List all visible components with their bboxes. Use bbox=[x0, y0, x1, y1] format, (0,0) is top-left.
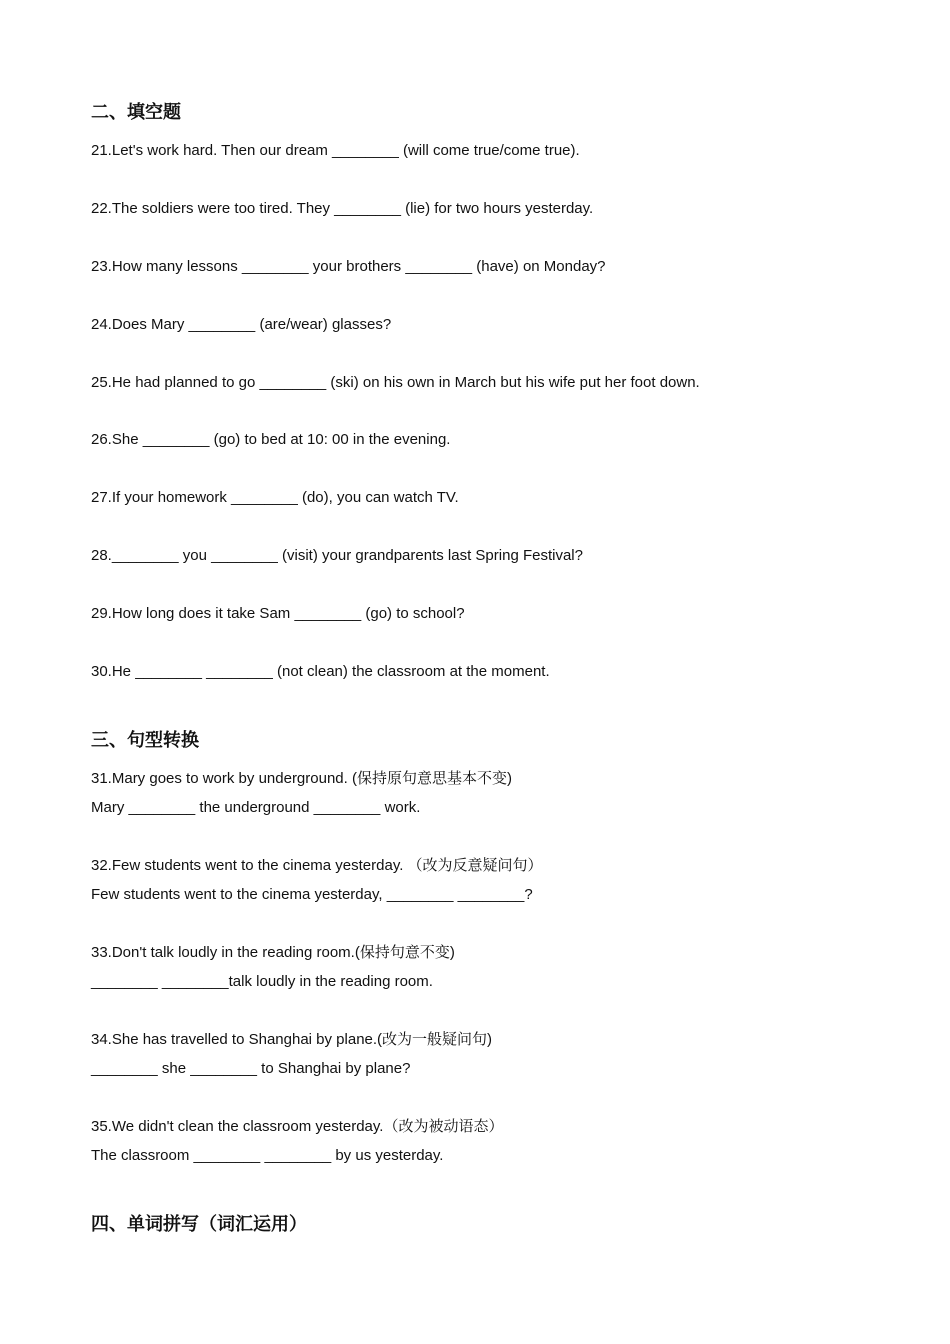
question-32-answer: Few students went to the cinema yesterday, ________ ________? bbox=[91, 886, 533, 903]
question-26: 26.She ________ (go) to bed at 10: 00 in the evening. bbox=[91, 431, 451, 448]
question-33-answer: ________ ________talk loudly in the reading room. bbox=[91, 973, 433, 990]
question-31-prompt: 31.Mary goes to work by underground. (保持原句意思基本不变) bbox=[91, 770, 512, 787]
section-title-transform: 三、句型转换 bbox=[91, 730, 199, 751]
question-24: 24.Does Mary ________ (are/wear) glasses? bbox=[91, 316, 392, 333]
question-25: 25.He had planned to go ________ (ski) on his own in March but his wife put her foot down. bbox=[91, 374, 700, 391]
question-29: 29.How long does it take Sam ________ (go) to school? bbox=[91, 605, 465, 622]
question-27: 27.If your homework ________ (do), you can watch TV. bbox=[91, 489, 459, 506]
question-33-prompt: 33.Don't talk loudly in the reading room.(保持句意不变) bbox=[91, 944, 455, 961]
section-title-fill-blank: 二、填空题 bbox=[91, 102, 181, 123]
question-28: 28.________ you ________ (visit) your grandparents last Spring Festival? bbox=[91, 547, 583, 564]
question-35-prompt: 35.We didn't clean the classroom yesterday.（改为被动语态） bbox=[91, 1118, 504, 1135]
question-22: 22.The soldiers were too tired. They ________ (lie) for two hours yesterday. bbox=[91, 200, 594, 217]
question-32-prompt: 32.Few students went to the cinema yesterday. （改为反意疑问句） bbox=[91, 857, 543, 874]
question-31-answer: Mary ________ the underground ________ work. bbox=[91, 799, 421, 816]
section-title-spelling: 四、单词拼写（词汇运用） bbox=[91, 1214, 307, 1235]
question-23: 23.How many lessons ________ your brothers ________ (have) on Monday? bbox=[91, 258, 606, 275]
question-34-answer: ________ she ________ to Shanghai by plane? bbox=[91, 1060, 411, 1077]
question-34-prompt: 34.She has travelled to Shanghai by plane.(改为一般疑问句) bbox=[91, 1031, 493, 1048]
question-30: 30.He ________ ________ (not clean) the classroom at the moment. bbox=[91, 663, 550, 680]
question-21: 21.Let's work hard. Then our dream ________ (will come true/come true). bbox=[91, 142, 580, 159]
question-35-answer: The classroom ________ ________ by us yesterday. bbox=[91, 1147, 444, 1164]
